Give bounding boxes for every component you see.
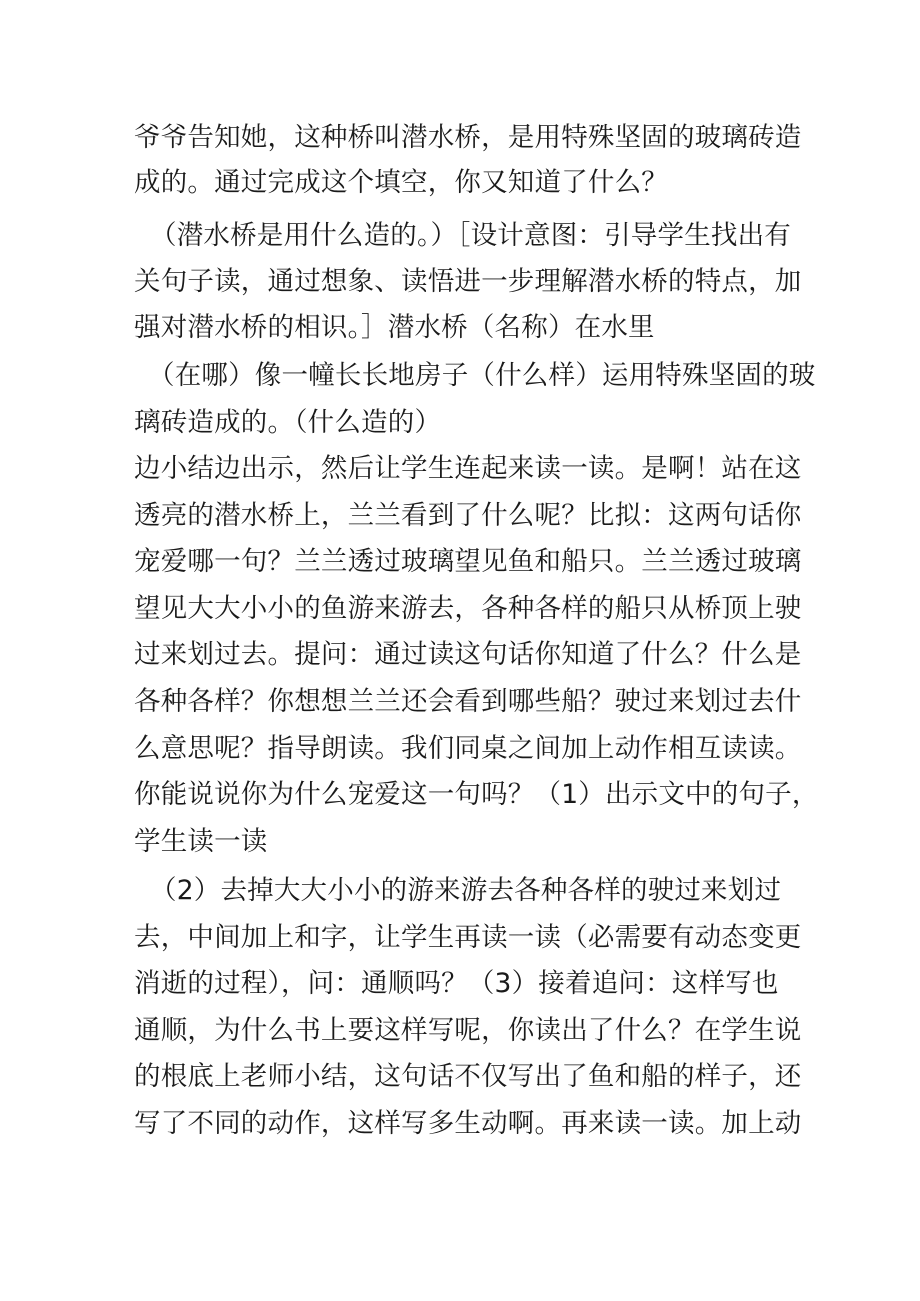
text-line: 宠爱哪一句？兰兰透过玻璃望见鱼和船只。兰兰透过玻璃 [134,546,802,577]
text-line: 你能说说你为什么宠爱这一句吗？（1）出示文中的句子， [134,779,819,810]
text-line: 写了不同的动作，这样写多生动啊。再来读一读。加上动 [134,1108,802,1139]
text-line: （在哪）像一幢长长地房子（什么样）运用特殊坚固的玻 [148,360,816,391]
text-line: 消逝的过程），问：通顺吗？（3）接着追问：这样写也 [134,968,779,999]
text-line: 关句子读，通过想象、读悟进一步理解潜水桥的特点，加 [134,266,802,297]
text-line: 爷爷告知她，这种桥叫潜水桥，是用特殊坚固的玻璃砖造 [134,122,802,153]
text-line: 成的。通过完成这个填空，你又知道了什么？ [134,167,668,198]
text-line: （2）去掉大大小小的游来游去各种各样的驶过来划过 [150,875,782,906]
text-line: （潜水桥是用什么造的。）［设计意图：引导学生找出有 [150,220,791,251]
text-line: 各种各样？你想想兰兰还会看到哪些船？驶过来划过去什 [134,686,802,717]
text-line: 通顺，为什么书上要这样写呢，你读出了什么？在学生说 [134,1015,802,1046]
text-line: 璃砖造成的。（什么造的） [134,407,442,438]
text-line: 么意思呢？指导朗读。我们同桌之间加上动作相互读读。 [134,733,802,764]
text-line: 过来划过去。提问：通过读这句话你知道了什么？什么是 [134,639,802,670]
text-line: 的根底上老师小结，这句话不仅写出了鱼和船的样子，还 [134,1061,802,1092]
text-line: 强对潜水桥的相识。］潜水桥（名称）在水里 [134,312,655,343]
text-line: 透亮的潜水桥上，兰兰看到了什么呢？比拟：这两句话你 [134,500,802,531]
text-line: 去，中间加上和字，让学生再读一读（必需要有动态变更 [134,922,802,953]
text-line: 望见大大小小的鱼游来游去，各种各样的船只从桥顶上驶 [134,593,802,624]
text-line: 学生读一读 [134,826,268,857]
text-line: 边小结边出示，然后让学生连起来读一读。是啊！站在这 [134,453,802,484]
